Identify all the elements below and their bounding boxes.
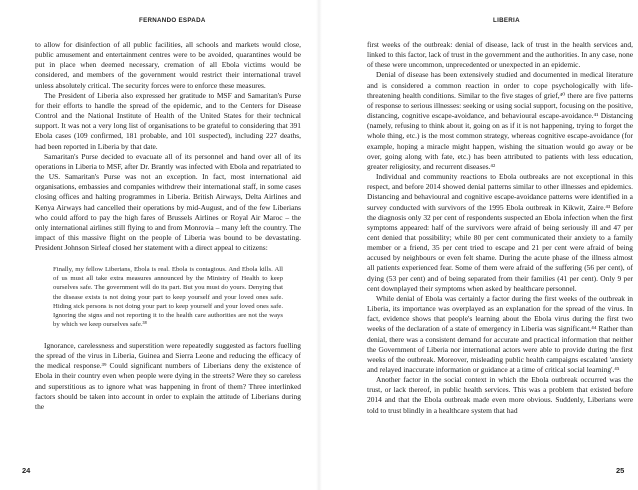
paragraph: Individual and community reactions to Ebola outbreaks are not exceptional in this respect, and before 2014 showed denial patterns similar to other illnesses and epidemics. Distancing and behavioural and cognitive escape-avoidance patterns were identified in a survey conducted with survivors of the 1995 Ebola outbreak in Kikwit, Zaire.⁴³ Before the diagnosis only 32 per cent of respondents suspected an Ebola infection when the first symptoms appeared: half of the survivors were afraid of being seriously ill and 47 per cent denied that possibility; while 80 per cent communicated their anxiety to a family member or a friend, 35 per cent tried to escape and 21 per cent were afraid of being accused by neighbours or even felt shame. During the acute phase of the illness almost all patients experienced fear. Some of them were afraid of the suffering (56 per cent), of dying (53 per cent) and of being separated from their families (41 per cent). Only 9 per cent downplayed their symptoms when asked by healthcare personnel. (367, 172, 633, 293)
block-quote: Finally, my fellow Liberians, Ebola is real. Ebola is contagious. And Ebola kills. All of us must all take extra measures announced by the Ministry of Health to keep ourselves safe. The government will do its part. But you must do yours. Denying that the disease exists is not doing your part to keep yourself and your loved ones safe. Hiding sick persons is not doing your part to keep yourself and your loved ones safe. Ignoring the signs and not reporting it to the health care authorities are not the ways by which we keep ourselves safe.³⁸ (53, 266, 283, 328)
paragraph: Samaritan's Purse decided to evacuate all of its personnel and hand over all of its operations in Liberia to MSF, after Dr. Brantly was infected with Ebola and repatriated to the US. Samaritan's Purse was not an exception. In fact, most international aid organisations, embassies and companies withdrew their international staff, in some cases closing offices and halting programmes in Liberia. British Airways, Delta Airlines and Kenya Airways had cancelled their operations by mid-August, and of the few Liberians who could afford to pay the high fares of Brussels Airlines or Royal Air Maroc – the only international airlines still flying to and from Monrovia – many left the country. The impact of this massive flight on the people of Liberia was bound to be devastating. President Johnson Sirleaf closed her statement with a direct appeal to citizens: (35, 151, 301, 253)
right-page (319, 0, 638, 490)
page-number: 24 (22, 466, 31, 475)
paragraph: The President of Liberia also expressed her gratitude to MSF and Samaritan's Purse for their efforts to handle the spread of the epidemic, and to the Centers for Disease Control and the National Institute of Health of the United States for their technical support. It was not a very long list of organisations to be grateful to considering that 391 Ebola cases (109 confirmed, 181 probable, and 101 suspected), including 227 deaths, had been reported in Liberia by that date. (35, 90, 301, 151)
paragraph: to allow for disinfection of all public facilities, all schools and markets would close, public amusement and entertainment centres were to be avoided, quarantines would be put in place when deemed necessary, cremation of all Ebola victims would be considered, and members of the government would restrict their international travel unless absolutely critical. The security forces were to enforce these measures. (35, 40, 301, 90)
page-number: 25 (616, 466, 625, 475)
paragraph: While denial of Ebola was certainly a factor during the first weeks of the outbreak in Liberia, its importance was overplayed as an explanation for the spread of the virus. In fact, evidence shows that people's learning about the Ebola virus during the first two weeks of the declaration of a state of emergency in Liberia was significant.⁴⁴ Rather than denial, there was a consistent demand for accurate and practical information that neither the Government of Liberia nor international actors were able to provide during the first weeks of the outbreak. Moreover, misleading public health campaigns escalated 'anxiety and relayed inaccurate information or guidance at a time of critical social learning'.⁴⁵ (367, 293, 633, 374)
paragraph: Ignorance, carelessness and superstition were repeatedly suggested as factors fuelling the spread of the virus in Liberia, Guinea and Sierra Leone and reducing the efficacy of the medical response.³⁹ Could significant numbers of Liberians deny the existence of Ebola in their country even when people were dying in the streets? Were they so careless and superstitious as to ignore what was happening in front of them? Three interlinked factors should be taken into account in order to explain the attitude of Liberians during the (35, 340, 301, 411)
paragraph: Another factor in the social context in which the Ebola outbreak occurred was the trust, or lack thereof, in public health services. This was a problem that existed before 2014 and that the Ebola outbreak made even more obvious. Suddenly, Liberians were told to trust blindly in a healthcare system that had (367, 375, 633, 415)
paragraph: first weeks of the outbreak: denial of disease, lack of trust in the health services and, linked to this factor, lack of trust in the government and the authorities. In any case, none of these were uncommon, unprecedented or unexpected in an epidemic. (367, 40, 633, 70)
running-head-chapter: LIBERIA (493, 17, 520, 24)
left-body-text (35, 40, 301, 412)
running-head-author: FERNANDO ESPADA (139, 17, 206, 24)
right-body-text (367, 40, 633, 416)
paragraph: Denial of disease has been extensively studied and documented in medical literature and is considered a common reaction in order to cope psychologically with life-threatening health conditions. Similar to the five stages of grief,⁴⁰ there are five patterns of response to serious illnesses: seeking or using social support, focusing on the positive, distancing, cognitive escape-avoidance, and behavioural escape-avoidance.⁴¹ Distancing (namely, refusing to think about it, going on as if it is not happening, trying to forget the whole thing, etc.) is the most common strategy, whereas cognitive escape-avoidance (for example, hoping a miracle might happen, wishing the situation would go away or be over, going along with fate, etc.) has been attributed to patients with less education, greater religiosity, and recurrent diseases.⁴² (367, 70, 633, 171)
